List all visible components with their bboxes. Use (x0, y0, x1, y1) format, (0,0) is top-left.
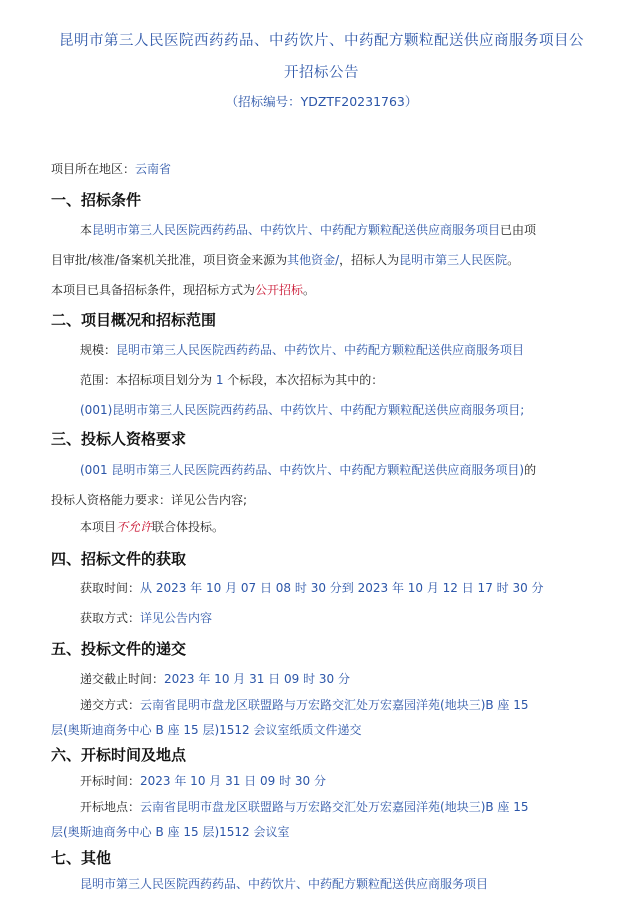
sec1-para-line2 (51, 252, 519, 268)
sec1-p1c-prefix: 本项目已具备招标条件，现招标方式为 (51, 283, 256, 297)
sec3-lot-line (80, 462, 536, 478)
section-1-heading: 一、招标条件 (51, 191, 142, 209)
region-label: 项目所在地区： (51, 162, 136, 176)
sec5-deadline-label: 递交截止时间： (80, 672, 165, 686)
tender-code-prefix: （招标编号： (225, 94, 301, 109)
sec4-time-value: 从 2023 年 10 月 07 日 08 时 30 分到 2023 年 10 月 12 日 17 时 30 分 (140, 581, 544, 595)
sec1-para-line3 (51, 282, 315, 298)
sec2-scale-value: 昆明市第三人民医院西药药品、中药饮片、中药配方颗粒配送供应商服务项目 (116, 343, 525, 357)
sec3-joint-prefix: 本项目 (80, 520, 117, 534)
sec2-scale-line (80, 342, 524, 358)
section-3-heading: 三、投标人资格要求 (51, 430, 187, 448)
tender-code-suffix: ） (404, 94, 418, 109)
section-2-heading: 二、项目概况和招标范围 (51, 311, 217, 329)
sec1-p1a-suffix: 已由项 (500, 223, 537, 237)
sec5-deadline-line (80, 671, 350, 687)
sec6-time-label: 开标时间： (80, 774, 141, 788)
sec1-p1b-prefix: 目审批/核准/备案机关批准，项目资金来源为 (51, 253, 288, 267)
section-4-heading: 四、招标文件的获取 (51, 550, 187, 568)
sec5-method-line1 (80, 697, 529, 713)
section-5-heading: 五、投标文件的递交 (51, 640, 187, 658)
sec4-method-value: 详见公告内容 (140, 611, 213, 625)
sec4-method-label: 获取方式： (80, 611, 141, 625)
sec1-p1b-mid: ，招标人为 (339, 253, 400, 267)
sec4-time-label: 获取时间： (80, 581, 141, 595)
sec3-lot-tail: 的 (524, 463, 537, 477)
sec5-method-line2: 层(奥斯迪商务中心 B 座 15 层)1512 会议室纸质文件递交 (51, 723, 362, 737)
sec4-time-line (80, 580, 544, 596)
sec4-method-line (80, 610, 212, 626)
sec1-p1b-end: 。 (507, 253, 520, 267)
sec2-scale-label: 规模： (80, 343, 117, 357)
sec2-lot-count: 1 (215, 373, 224, 387)
sec6-time-line (80, 773, 326, 789)
sec6-place-label: 开标地点： (80, 800, 141, 814)
doc-title-line2: 开招标公告 (284, 65, 359, 81)
sec6-place-line1 (80, 799, 529, 815)
section-6-heading: 六、开标时间及地点 (51, 746, 187, 764)
sec3-joint-line (80, 519, 224, 535)
sec2-scope-suffix: 个标段，本次招标为其中的： (223, 373, 384, 387)
sec1-para-line1 (80, 222, 536, 238)
sec7-line: 昆明市第三人民医院西药药品、中药饮片、中药配方颗粒配送供应商服务项目 (80, 877, 489, 891)
region-line (51, 161, 171, 177)
tender-code-value: YDZTF20231763 (300, 94, 405, 109)
tender-code (0, 92, 643, 110)
sec2-scope-line (80, 372, 383, 388)
sec6-time-value: 2023 年 10 月 31 日 09 时 30 分 (140, 774, 326, 788)
sec5-deadline-value: 2023 年 10 月 31 日 09 时 30 分 (164, 672, 350, 686)
sec1-fund-source: 其他资金/ (287, 253, 340, 267)
sec6-place-line2: 层(奥斯迪商务中心 B 座 15 层)1512 会议室 (51, 825, 290, 839)
doc-title-line1: 昆明市第三人民医院西药药品、中药饮片、中药配方颗粒配送供应商服务项目公 (59, 33, 584, 49)
section-7-heading: 七、其他 (51, 849, 112, 867)
sec3-joint-value: 不允许 (116, 520, 153, 534)
sec5-method-value-a: 云南省昆明市盘龙区联盟路与万宏路交汇处万宏嘉园洋苑(地块三)B 座 15 (140, 698, 529, 712)
sec3-ability-line: 投标人资格能力要求：详见公告内容; (51, 493, 248, 507)
sec6-place-value-a: 云南省昆明市盘龙区联盟路与万宏路交汇处万宏嘉园洋苑(地块三)B 座 15 (140, 800, 529, 814)
sec1-project-name: 昆明市第三人民医院西药药品、中药饮片、中药配方颗粒配送供应商服务项目 (92, 223, 501, 237)
sec1-tender-method: 公开招标 (255, 283, 304, 297)
sec1-p1a-prefix: 本 (80, 223, 93, 237)
sec3-joint-suffix: 联合体投标。 (152, 520, 225, 534)
region-value: 云南省 (135, 162, 172, 176)
sec1-p1c-end: 。 (303, 283, 316, 297)
sec1-tenderer: 昆明市第三人民医院 (399, 253, 508, 267)
sec5-method-label: 递交方式： (80, 698, 141, 712)
sec2-lot-line: (001)昆明市第三人民医院西药药品、中药饮片、中药配方颗粒配送供应商服务项目; (80, 403, 525, 417)
sec3-lot-name: (001 昆明市第三人民医院西药药品、中药饮片、中药配方颗粒配送供应商服务项目) (80, 463, 525, 477)
sec2-scope-prefix: 范围：本招标项目划分为 (80, 373, 216, 387)
